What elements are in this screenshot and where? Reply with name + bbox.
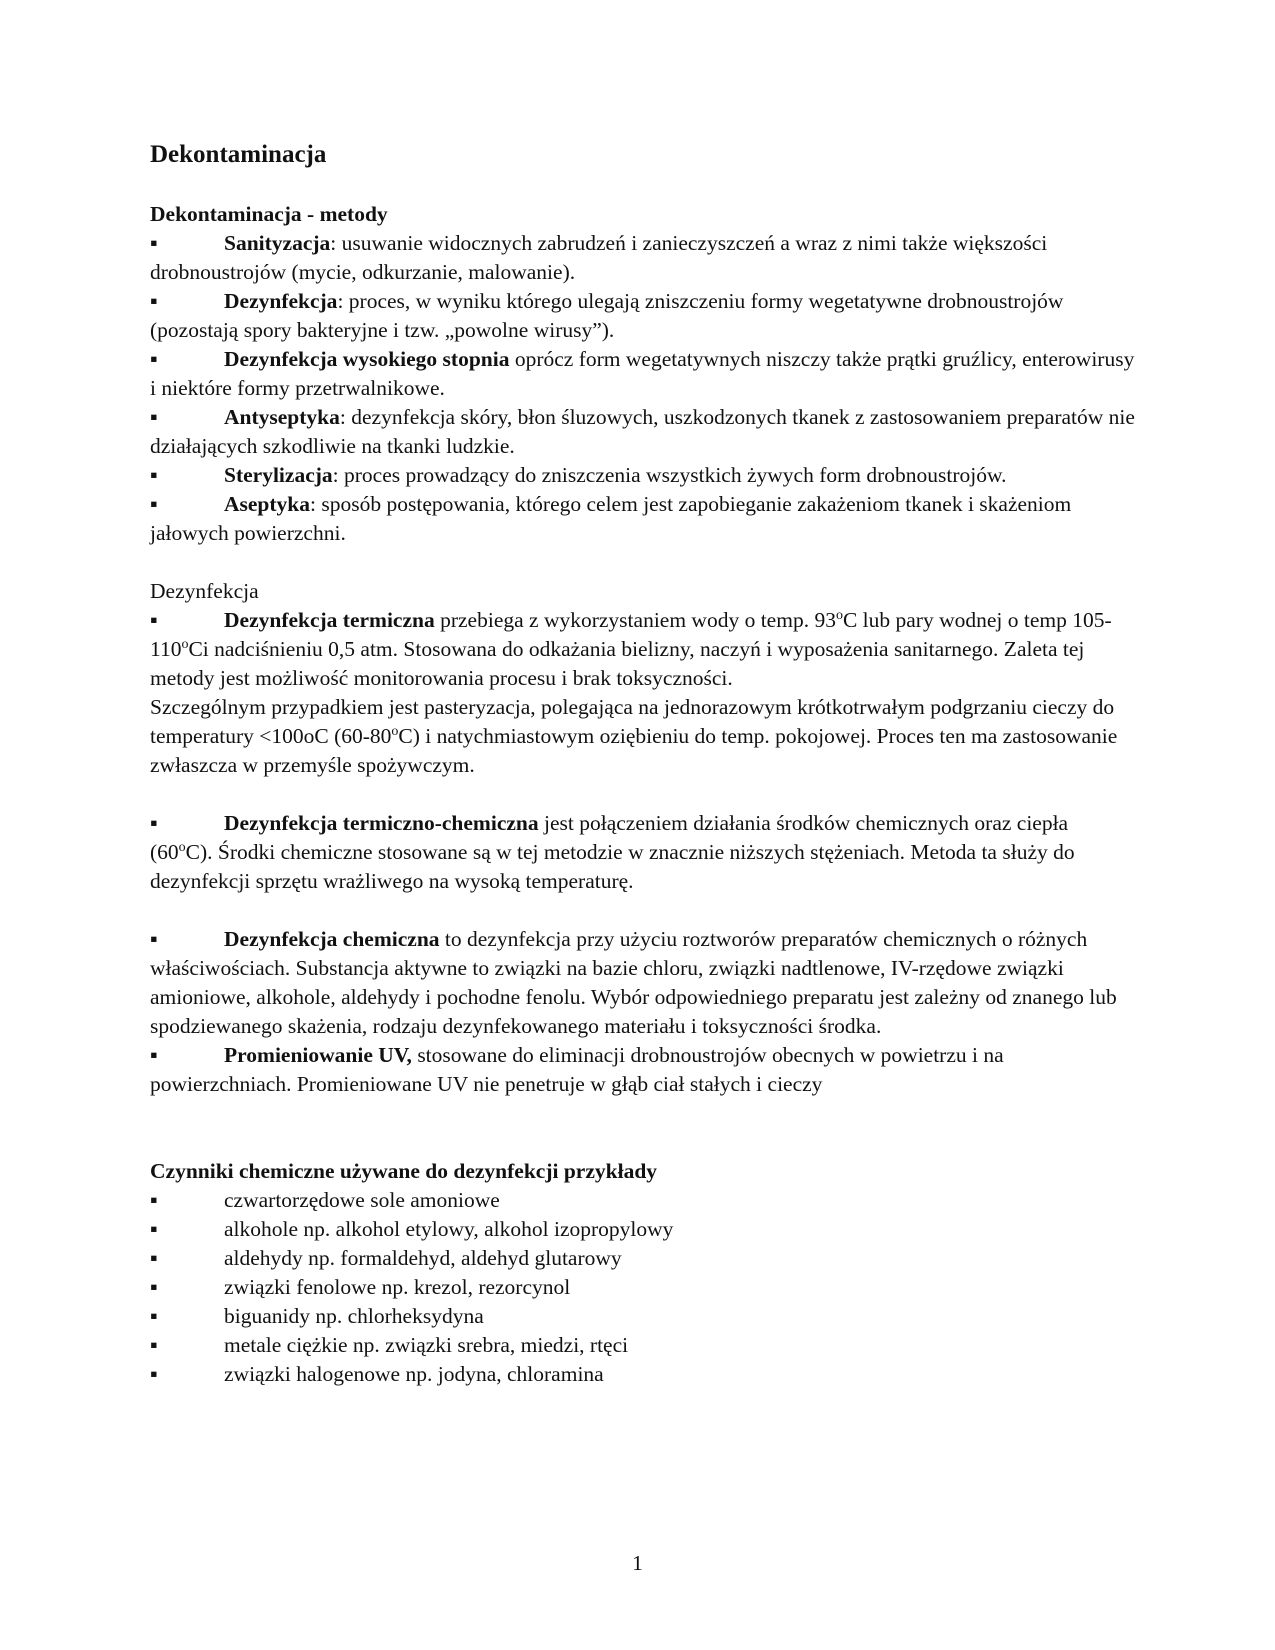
bullet-icon: ▪ [150, 927, 158, 951]
degree-sup: o [178, 839, 186, 855]
chemiczna-item [150, 925, 1135, 1041]
method-text: usuwanie widocznych zabrudzeń i zanieczyszczeń a wraz z nimi także większości drobnoustrojów (mycie, odkurzanie, malowanie). [150, 231, 1048, 284]
list-item-text: związki halogenowe np. jodyna, chloramina [224, 1362, 604, 1386]
chemical-agents-heading: Czynniki chemiczne używane do dezynfekcji przykłady [150, 1159, 658, 1183]
spacer [150, 780, 1135, 809]
page-number: 1 [632, 1551, 643, 1575]
degree-sup: o [835, 607, 843, 623]
method-sep: : [339, 405, 346, 429]
pasteryzacja-text: C) i natychmiastowym oziębieniu do temp. pokojowej. Proces ten ma zastosowanie zwłaszcza w przemyśle spożywczym. [150, 724, 1118, 777]
termiczno-chemiczna-text: C). Środki chemiczne stosowane są w tej metodzie w znacznie niższych stężeniach. Metoda ta służy do dezynfekcji sprzętu wrażliwego na wysoką temperaturę. [150, 840, 1075, 893]
pasteryzacja-text: Szczególnym przypadkiem jest pasteryzacja, polegająca na jednorazowym krótkotrwałym podgrzaniu cieczy do temperatury <100oC (60-80 [150, 695, 1115, 748]
bullet-icon: ▪ [150, 463, 158, 487]
termiczna-term: Dezynfekcja termiczna [224, 608, 435, 632]
degree-sup: o [391, 723, 399, 739]
list-item [150, 1186, 1135, 1215]
bullet-icon: ▪ [150, 347, 158, 371]
spacer [150, 548, 1135, 577]
method-sep: : [337, 289, 344, 313]
bullet-icon: ▪ [150, 1188, 158, 1212]
uv-term: Promieniowanie UV, [224, 1043, 412, 1067]
method-item-dezynfekcja-wysokiego-stopnia [150, 345, 1135, 403]
list-item-text: biguanidy np. chlorheksydyna [224, 1304, 484, 1328]
degree-sup: o [181, 636, 189, 652]
dezynfekcja-heading: Dezynfekcja [150, 579, 259, 603]
bullet-icon: ▪ [150, 1275, 158, 1299]
termiczno-chemiczna-text: jest połączeniem działania środków chemicznych oraz ciepła (60 [150, 811, 1069, 864]
method-item-sterylizacja [150, 461, 1135, 490]
list-item [150, 1331, 1135, 1360]
bullet-icon: ▪ [150, 231, 158, 255]
bullet-icon: ▪ [150, 1362, 158, 1386]
bullet-icon: ▪ [150, 608, 158, 632]
bullet-icon: ▪ [150, 1043, 158, 1067]
method-item-dezynfekcja [150, 287, 1135, 345]
method-term: Aseptyka [224, 492, 311, 516]
methods-list [150, 229, 1135, 548]
method-sep: : [310, 492, 316, 516]
termiczna-item [150, 606, 1135, 693]
method-term: Sanityzacja [224, 231, 331, 255]
method-sep: : [332, 463, 339, 487]
termiczna-text: przebiega z wykorzystaniem wody o temp. 93 [434, 608, 836, 632]
list-item-text: czwartorzędowe sole amoniowe [224, 1188, 500, 1212]
bullet-icon: ▪ [150, 1217, 158, 1241]
method-text: proces, w wyniku którego ulegają zniszczeniu formy wegetatywne drobnoustrojów (pozostają spory bakteryjne i tzw. „powolne wirusy”). [150, 289, 1064, 342]
termiczno-chemiczna-term: Dezynfekcja termiczno-chemiczna [224, 811, 539, 835]
list-item [150, 1215, 1135, 1244]
chemiczna-term: Dezynfekcja chemiczna [224, 927, 440, 951]
chemical-agents-list [150, 1186, 1135, 1389]
bullet-icon: ▪ [150, 1304, 158, 1328]
pasteryzacja-paragraph [150, 693, 1135, 780]
method-term: Dezynfekcja [224, 289, 338, 313]
list-item [150, 1273, 1135, 1302]
list-item-text: metale ciężkie np. związki srebra, miedzi, rtęci [224, 1333, 629, 1357]
list-item-text: alkohole np. alkohol etylowy, alkohol izopropylowy [224, 1217, 674, 1241]
bullet-icon: ▪ [150, 492, 158, 516]
bullet-icon: ▪ [150, 1333, 158, 1357]
uv-text: stosowane do eliminacji drobnoustrojów obecnych w powietrzu i na powierzchniach. Promieniowane UV nie penetruje w głąb ciał stałych i cieczy [150, 1043, 1004, 1096]
termiczna-text: C lub pary wodnej o temp 105-110 [150, 608, 1112, 661]
method-term: Sterylizacja [224, 463, 333, 487]
document-title: Dekontaminacja [150, 141, 327, 168]
bullet-icon: ▪ [150, 1246, 158, 1270]
method-item-antyseptyka [150, 403, 1135, 461]
method-text: proces prowadzący do zniszczenia wszystkich żywych form drobnoustrojów. [338, 463, 1007, 487]
spacer [150, 1099, 1135, 1157]
termiczna-text: Ci nadciśnieniu 0,5 atm. Stosowana do odkażania bielizny, naczyń i wyposażenia sanitarnego. Zaleta tej metody jest możliwość monitorowania procesu i brak toksyczności. [150, 637, 1085, 690]
method-term: Antyseptyka [224, 405, 340, 429]
method-text: sposób postępowania, którego celem jest zapobieganie zakażeniom tkanek i skażeniom jałowych powierzchni. [150, 492, 1072, 545]
method-item-aseptyka [150, 490, 1135, 548]
list-item [150, 1360, 1135, 1389]
bullet-icon: ▪ [150, 811, 158, 835]
bullet-icon: ▪ [150, 405, 158, 429]
spacer [150, 896, 1135, 925]
list-item-text: aldehydy np. formaldehyd, aldehyd glutarowy [224, 1246, 622, 1270]
uv-item [150, 1041, 1135, 1099]
list-item [150, 1244, 1135, 1273]
termiczno-chemiczna-item [150, 809, 1135, 896]
method-text: dezynfekcja skóry, błon śluzowych, uszkodzonych tkanek z zastosowaniem preparatów nie działających szkodliwie na tkanki ludzkie. [150, 405, 1135, 458]
list-item [150, 1302, 1135, 1331]
list-item-text: związki fenolowe np. krezol, rezorcynol [224, 1275, 571, 1299]
method-text: oprócz form wegetatywnych niszczy także prątki gruźlicy, enterowirusy i niektóre formy przetrwalnikowe. [150, 347, 1135, 400]
document-page [150, 140, 1135, 1389]
method-term: Dezynfekcja wysokiego stopnia [224, 347, 510, 371]
methods-heading: Dekontaminacja - metody [150, 202, 388, 226]
method-item-sanityzacja [150, 229, 1135, 287]
method-sep: : [330, 231, 337, 255]
bullet-icon: ▪ [150, 289, 158, 313]
chemiczna-text: to dezynfekcja przy użyciu roztworów preparatów chemicznych o różnych właściwościach. Substancja aktywne to związki na bazie chloru, związki nadtlenowe, IV-rzędowe związki amioniowe, alkohole, aldehydy i pochodne fenolu. Wybór odpowiedniego preparatu jest zależny od znanego lub spodziewanego skażenia, rodzaju dezynfekowanego materiału i toksyczności środka. [150, 927, 1117, 1038]
